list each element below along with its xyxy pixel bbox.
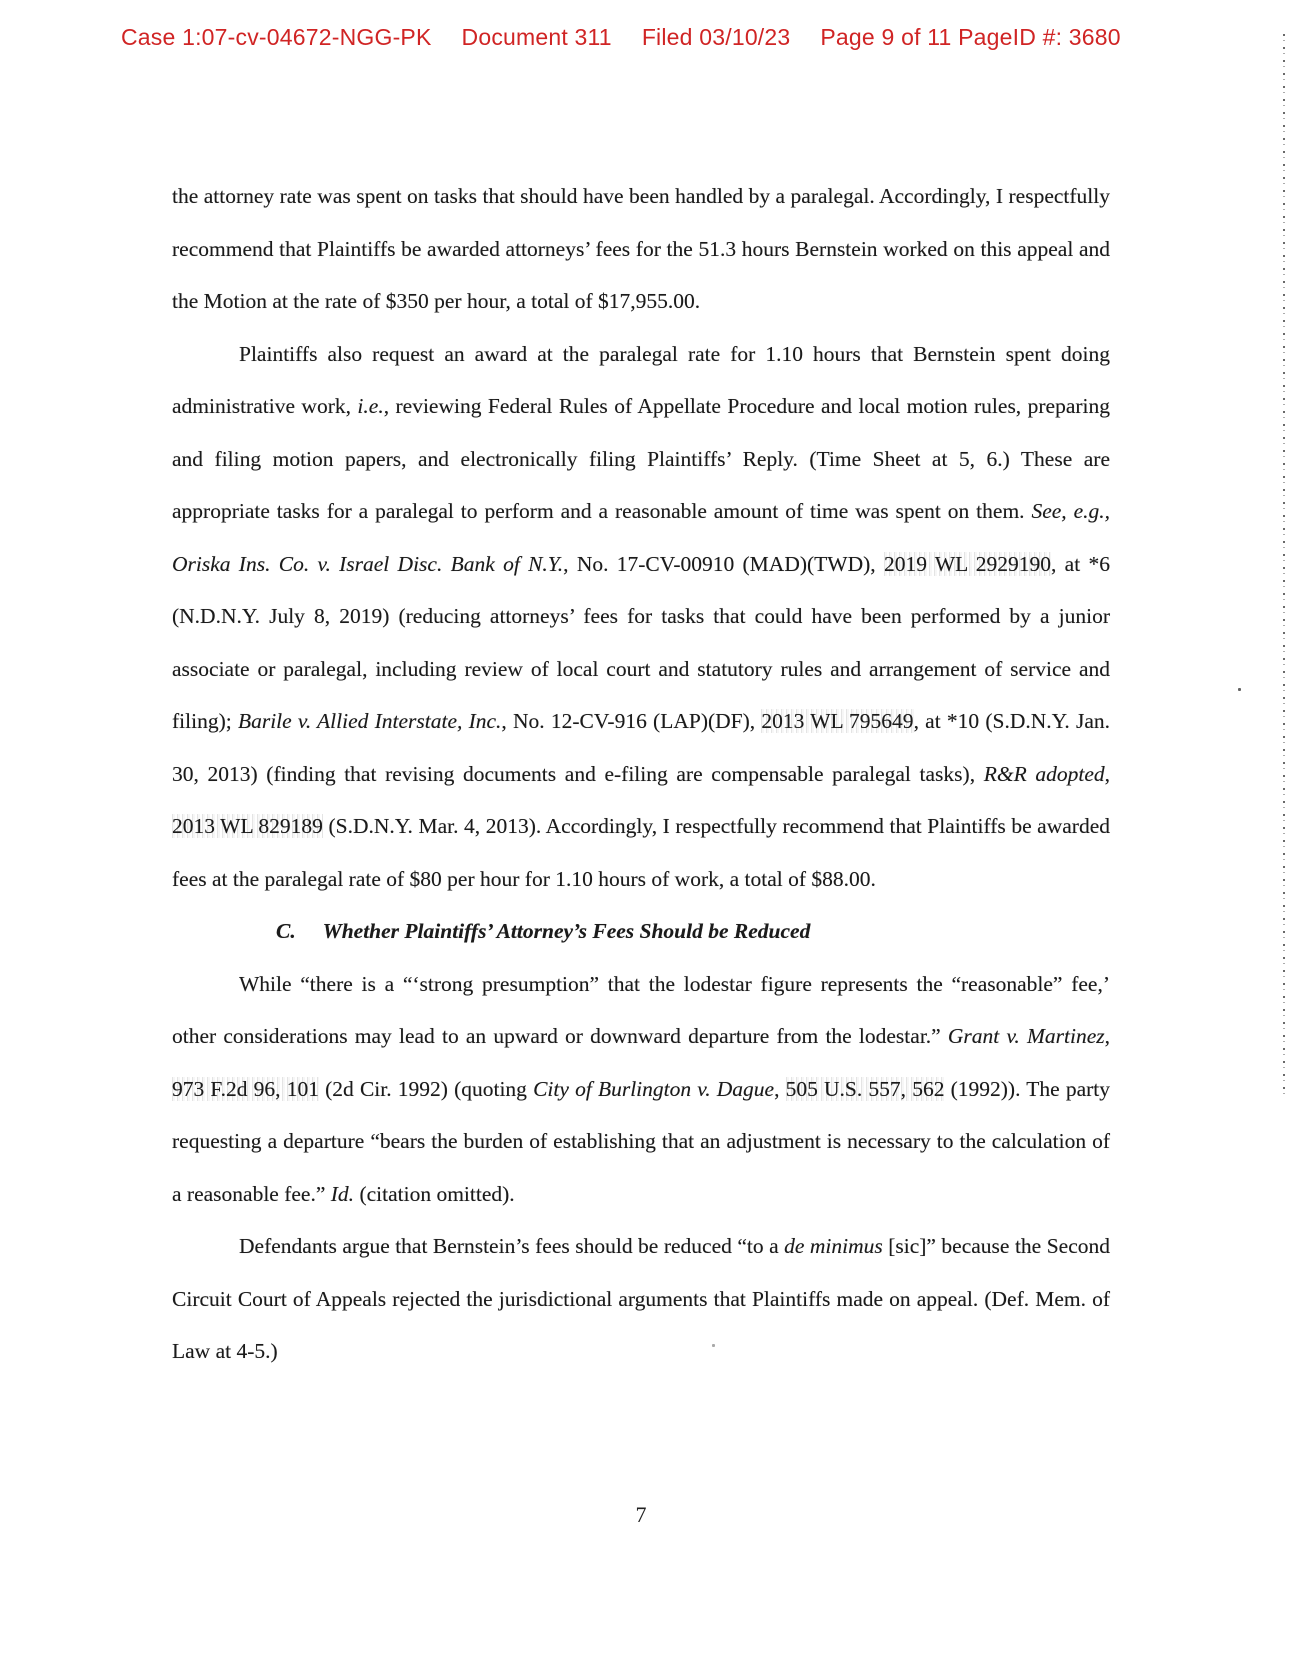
- body-paragraph: the attorney rate was spent on tasks that should have been handled by a paralegal. Accordingly, I respectfully recommend that Plaintiffs be awarded attorneys’ fees for the 51.3 hours Bernstein worked on this appeal and the Motion at the rate of $350 per hour, a total of $17,955.00.: [172, 184, 1110, 313]
- body-paragraph: While “there is a “‘strong presumption” that the lodestar figure represents the “reasonable” fee,’ other considerations may lead to an upward or downward departure from the lodestar.” Grant v. Martinez, 973 F.2d 96, 101 (2d Cir. 1992) (quoting City of Burlington v. Dague, 505 U.S. 557, 562 (1992)). The party requesting a departure “bears the burden of establishing that an adjustment is necessary to the calculation of a reasonable fee.” Id. (citation omitted).: [172, 971, 1110, 1206]
- stamp-document-number: Document 311: [461, 24, 612, 50]
- section-heading: C. Whether Plaintiffs’ Attorney’s Fees Should be Reduced: [276, 919, 811, 943]
- document-body: [172, 170, 1110, 1378]
- stamp-case-number: Case 1:07-cv-04672-NGG-PK: [121, 24, 432, 50]
- case-stamp: [121, 24, 1121, 51]
- body-paragraph: Defendants argue that Bernstein’s fees should be reduced “to a de minimus [sic]” because the Second Circuit Court of Appeals rejected the jurisdictional arguments that Plaintiffs made on appeal. (Def. Mem. of Law at 4-5.): [172, 1234, 1110, 1363]
- scan-artifact-dot: [1238, 688, 1241, 691]
- scan-artifact-dot: [712, 1344, 715, 1347]
- stamp-page-info: Page 9 of 11 PageID #: 3680: [820, 24, 1121, 50]
- stamp-filed-date: Filed 03/10/23: [641, 24, 791, 50]
- page-number: 7: [635, 1502, 647, 1527]
- scan-artifact-right-edge-line: [1283, 34, 1285, 1100]
- body-paragraph: Plaintiffs also request an award at the paralegal rate for 1.10 hours that Bernstein spent doing administrative work, i.e., reviewing Federal Rules of Appellate Procedure and local motion rules, preparing and filing motion papers, and electronically filing Plaintiffs’ Reply. (Time Sheet at 5, 6.) These are appropriate tasks for a paralegal to perform and a reasonable amount of time was spent on them. See, e.g., Oriska Ins. Co. v. Israel Disc. Bank of N.Y., No. 17-CV-00910 (MAD)(TWD), 2019 WL 2929190, at *6 (N.D.N.Y. July 8, 2019) (reducing attorneys’ fees for tasks that could have been performed by a junior associate or paralegal, including review of local court and statutory rules and arrangement of service and filing); Barile v. Allied Interstate, Inc., No. 12-CV-916 (LAP)(DF), 2013 WL 795649, at *10 (S.D.N.Y. Jan. 30, 2013) (finding that revising documents and e-filing are compensable paralegal tasks), R&R adopted, 2013 WL 829189 (S.D.N.Y. Mar. 4, 2013). Accordingly, I respectfully recommend that Plaintiffs be awarded fees at the paralegal rate of $80 per hour for 1.10 hours of work, a total of $88.00.: [172, 341, 1111, 891]
